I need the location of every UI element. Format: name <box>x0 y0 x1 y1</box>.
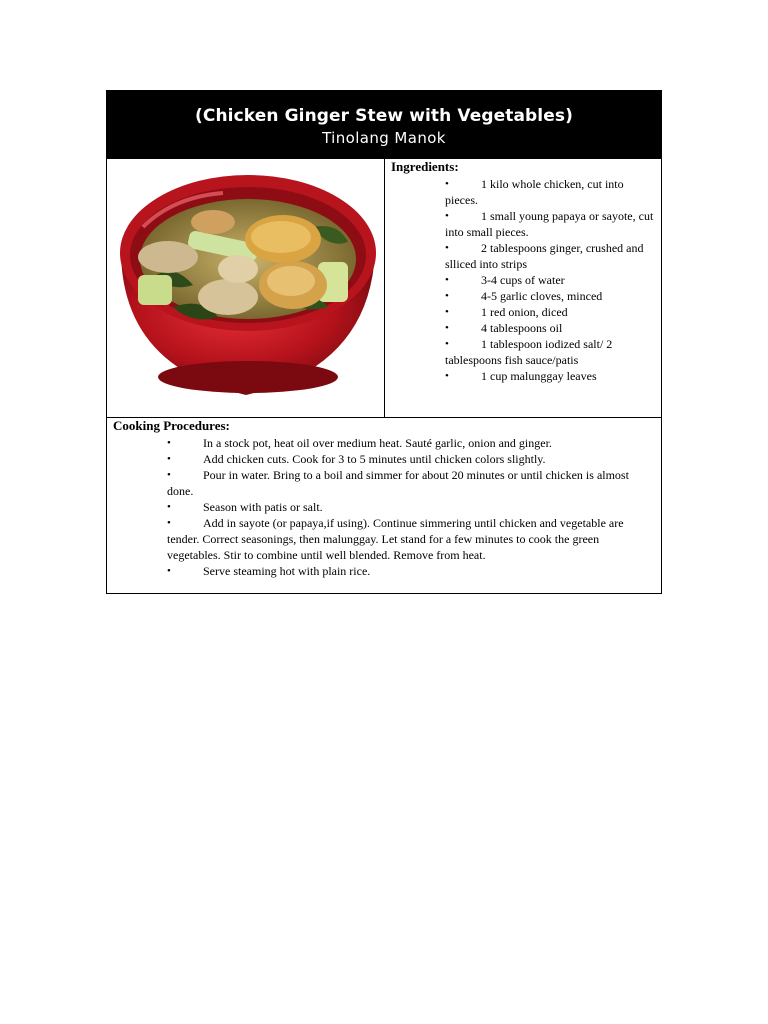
bullet-icon: • <box>167 453 171 465</box>
bullet-icon: • <box>167 437 171 449</box>
ingredient-item <box>445 336 655 368</box>
procedures-row <box>107 418 661 595</box>
bullet-icon: • <box>445 306 449 318</box>
procedure-step <box>167 499 651 515</box>
procedure-step <box>167 515 651 563</box>
procedure-step <box>167 451 651 467</box>
ingredient-item <box>445 240 655 272</box>
ingredient-item-text: 1 red onion, diced <box>481 305 568 319</box>
stew-bowl-image <box>113 167 379 407</box>
ingredient-item <box>445 320 655 336</box>
bullet-icon: • <box>445 178 449 190</box>
ingredient-item-text: 3-4 cups of water <box>481 273 565 287</box>
ingredients-cell <box>385 159 661 417</box>
procedures-heading: Cooking Procedures: <box>113 418 230 433</box>
ingredient-item-text: 4-5 garlic cloves, minced <box>481 289 603 303</box>
photo-cell <box>107 159 385 417</box>
procedure-step-text: Add in sayote (or papaya,if using). Continue simmering until chicken and vegetable are tender. Correct seasonings, then malunggay. Let stand for a few minutes to cook the green vegetables. Stir to combine until well blended. Remove from heat. <box>167 516 624 562</box>
procedure-step-text: Pour in water. Bring to a boil and simmer for about 20 minutes or until chicken is almost done. <box>167 468 629 498</box>
ingredient-item <box>445 208 655 240</box>
ingredient-item <box>445 176 655 208</box>
bullet-icon: • <box>445 338 449 350</box>
procedure-step-text: In a stock pot, heat oil over medium heat. Sauté garlic, onion and ginger. <box>203 436 552 450</box>
bullet-icon: • <box>445 290 449 302</box>
bullet-icon: • <box>445 210 449 222</box>
bullet-icon: • <box>167 565 171 577</box>
bullet-icon: • <box>445 322 449 334</box>
bullet-icon: • <box>445 370 449 382</box>
bullet-icon: • <box>167 517 171 529</box>
procedure-step <box>167 435 651 451</box>
ingredients-row <box>107 159 661 418</box>
ingredients-heading: Ingredients: <box>391 159 459 174</box>
recipe-header <box>107 91 661 159</box>
procedure-step-text: Serve steaming hot with plain rice. <box>203 564 371 578</box>
procedure-step-text: Season with patis or salt. <box>203 500 323 514</box>
ingredient-item-text: 1 tablespoon iodized salt/ 2 tablespoons fish sauce/patis <box>445 337 613 367</box>
procedures-list <box>167 435 651 579</box>
recipe-card <box>106 90 662 594</box>
bullet-icon: • <box>445 242 449 254</box>
recipe-title: (Chicken Ginger Stew with Vegetables) <box>195 106 573 126</box>
ingredient-item <box>445 368 655 384</box>
recipe-subtitle: Tinolang Manok <box>322 129 446 147</box>
ingredient-item-text: 2 tablespoons ginger, crushed and slliced into strips <box>445 241 644 271</box>
procedure-step <box>167 467 651 499</box>
ingredient-item <box>445 288 655 304</box>
procedure-step-text: Add chicken cuts. Cook for 3 to 5 minutes until chicken colors slightly. <box>203 452 546 466</box>
bullet-icon: • <box>167 501 171 513</box>
bullet-icon: • <box>445 274 449 286</box>
ingredient-item-text: 1 small young papaya or sayote, cut into small pieces. <box>445 209 654 239</box>
ingredient-item-text: 4 tablespoons oil <box>481 321 563 335</box>
ingredient-item-text: 1 kilo whole chicken, cut into pieces. <box>445 177 624 207</box>
procedure-step <box>167 563 651 579</box>
ingredients-list <box>445 176 655 384</box>
ingredient-item-text: 1 cup malunggay leaves <box>481 369 597 383</box>
ingredient-item <box>445 304 655 320</box>
ingredient-item <box>445 272 655 288</box>
bullet-icon: • <box>167 469 171 481</box>
